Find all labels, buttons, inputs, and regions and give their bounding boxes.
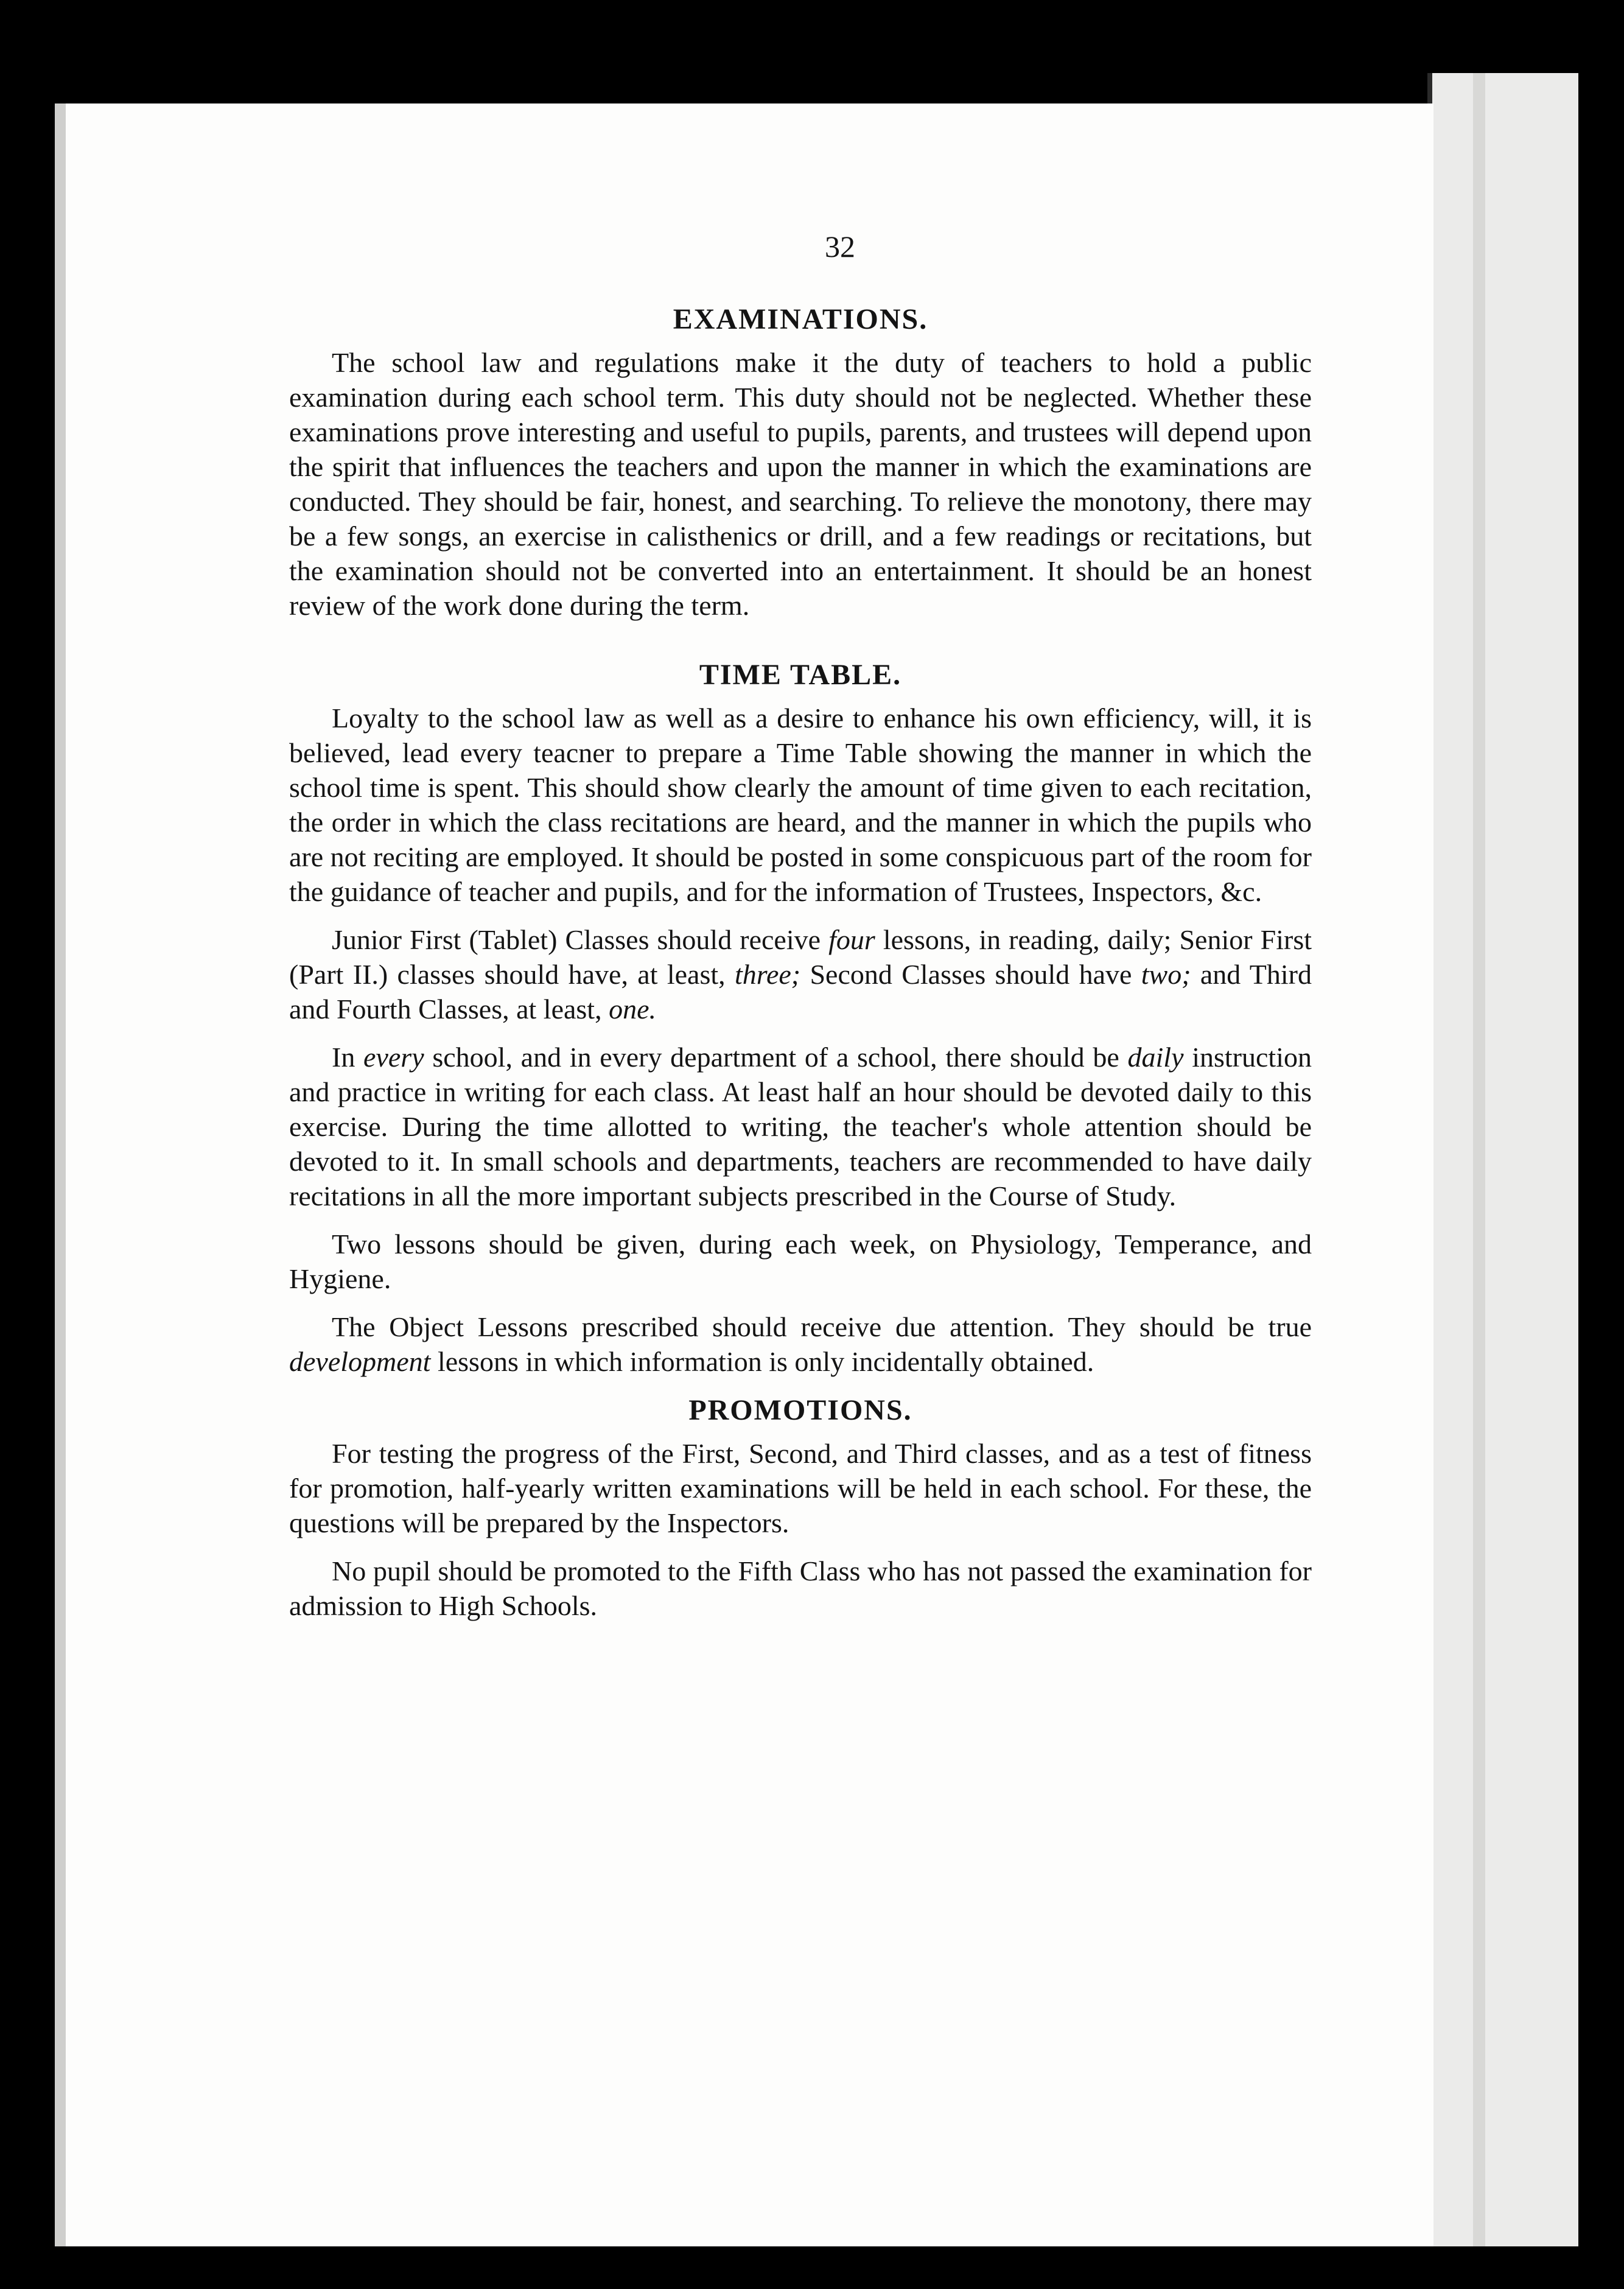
emphasis-three: three;: [734, 959, 801, 990]
text-run: lessons, in reading, daily; Senior First (Part II.) classes should have, at least,: [289, 924, 1312, 990]
text-run: lessons in which information is only incidentally obtained.: [430, 1346, 1094, 1377]
emphasis-every: every: [363, 1042, 424, 1073]
emphasis-four: four: [828, 924, 875, 955]
emphasis-two: two;: [1141, 959, 1191, 990]
page-number: 32: [825, 230, 855, 264]
emphasis-development: development: [289, 1346, 431, 1377]
text-run: instruction and practice in writing for each class. At least half an hour should be devoted daily to this exercise. During the time allotted to writing, the teacher's whole attention should be devoted to it. In small schools and departments, teachers are recommended to have daily recitations in all the more important subjects prescribed in the Course of Study.: [289, 1042, 1312, 1211]
paragraph-object-lessons: [289, 1309, 1312, 1379]
page-gutter-shadow: [1473, 73, 1485, 2246]
emphasis-one: one.: [609, 994, 657, 1025]
paragraph-promotions-fifth-class: No pupil should be promoted to the Fifth Class who has not passed the examination for admission to High Schools.: [289, 1555, 1312, 1621]
page-left-margin-shadow: [55, 103, 66, 2246]
text-run: and Third and Fourth Classes, at least,: [289, 959, 1312, 1025]
section-gap: [289, 636, 1312, 657]
text-run: In: [332, 1042, 364, 1073]
paragraph-physiology: Two lessons should be given, during each week, on Physiology, Temperance, and Hygiene.: [289, 1229, 1312, 1294]
adjacent-page-edge: [1427, 73, 1578, 2246]
emphasis-daily: daily: [1127, 1042, 1184, 1073]
paragraph-time-table-loyalty: Loyalty to the school law as well as a desire to enhance his own efficiency, will, it is believed, lead every teacner to prepare a Time Table showing the manner in which the school time is spent. This should show clearly the amount of time given to each recitation, the order in which the class recitations are heard, and the manner in which the pupils who are not reciting are employed. It should be posted in some conspicuous part of the room for the guidance of teacher and pupils, and for the information of Trustees, Inspectors, &c.: [289, 703, 1312, 907]
text-column: [289, 228, 1312, 1636]
paragraph-promotions-testing: For testing the progress of the First, Second, and Third classes, and as a test of fitness for promotion, half-yearly written examinations will be held in each school. For these, the questions will be prepared by the Inspectors.: [289, 1438, 1312, 1538]
text-run: school, and in every department of a school, there should be: [424, 1042, 1128, 1073]
heading-time-table: TIME TABLE.: [699, 659, 902, 691]
text-run: The Object Lessons prescribed should receive due attention. They should be true: [332, 1311, 1312, 1342]
heading-promotions: PROMOTIONS.: [688, 1394, 912, 1426]
text-run: Second Classes should have: [800, 959, 1141, 990]
text-run: Junior First (Tablet) Classes should receive: [332, 924, 829, 955]
heading-examinations: EXAMINATIONS.: [673, 303, 928, 335]
paragraph-writing: [289, 1040, 1312, 1213]
paragraph-examinations: The school law and regulations make it the duty of teachers to hold a public examination during each school term. This duty should not be neglected. Whether these examinations prove interesting and useful to pupils, parents, and trustees will depend upon the spirit that influences the teachers and upon the manner in which the examinations are conducted. They should be fair, honest, and searching. To relieve the monotony, there may be a few songs, an exercise in calisthenics or drill, and a few readings or recitations, but the examination should not be converted into an entertainment. It should be an honest review of the work done during the term.: [289, 347, 1312, 621]
paragraph-reading-lessons: [289, 922, 1312, 1026]
